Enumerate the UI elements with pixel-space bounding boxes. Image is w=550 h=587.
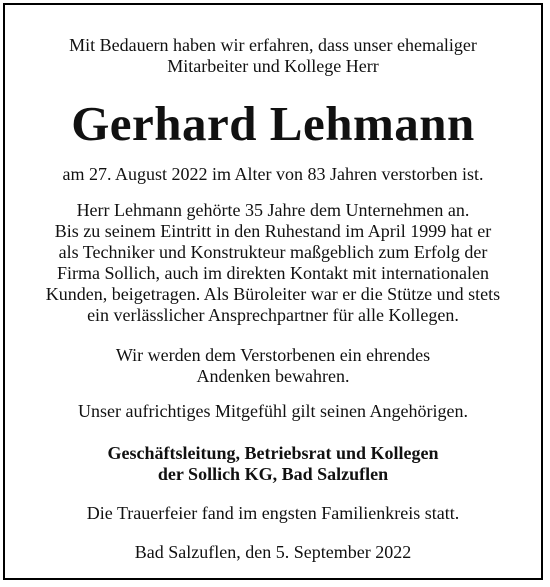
tribute-line-3: als Techniker und Konstrukteur maßgeblich zum Erfolg der bbox=[58, 242, 488, 262]
death-date-line: am 27. August 2022 im Alter von 83 Jahren verstorben ist. bbox=[62, 164, 484, 184]
tribute-line-4: Firma Sollich, auch im direkten Kontakt mit internationalen bbox=[57, 263, 489, 283]
tribute-line-5: Kunden, beigetragen. Als Büroleiter war er die Stütze und stets bbox=[45, 284, 501, 304]
tribute-line-6: ein verlässlicher Ansprechpartner für alle Kollegen. bbox=[87, 305, 459, 325]
tribute-line-2: Bis zu seinem Eintritt in den Ruhestand im April 1999 hat er bbox=[54, 221, 492, 241]
obituary-notice bbox=[3, 3, 543, 580]
signatory-line-1: Geschäftsleitung, Betriebsrat und Kollegen bbox=[107, 443, 439, 463]
condolence-line: Unser aufrichtiges Mitgefühl gilt seinen Angehörigen. bbox=[78, 401, 468, 421]
deceased-name: Gerhard Lehmann bbox=[71, 96, 475, 151]
signatory-line-2: der Sollich KG, Bad Salzuflen bbox=[157, 464, 389, 484]
remembrance-line-1: Wir werden dem Verstorbenen ein ehrendes bbox=[115, 345, 431, 365]
tribute-line-1: Herr Lehmann gehörte 35 Jahre dem Unternehmen an. bbox=[76, 200, 470, 220]
intro-line-1: Mit Bedauern haben wir erfahren, dass unser ehemaliger bbox=[69, 35, 477, 55]
intro-line-2: Mitarbeiter und Kollege Herr bbox=[167, 56, 379, 76]
funeral-note: Die Trauerfeier fand im engsten Familienkreis statt. bbox=[86, 503, 460, 523]
remembrance-line-2: Andenken bewahren. bbox=[196, 366, 350, 386]
place-date: Bad Salzuflen, den 5. September 2022 bbox=[134, 542, 412, 562]
